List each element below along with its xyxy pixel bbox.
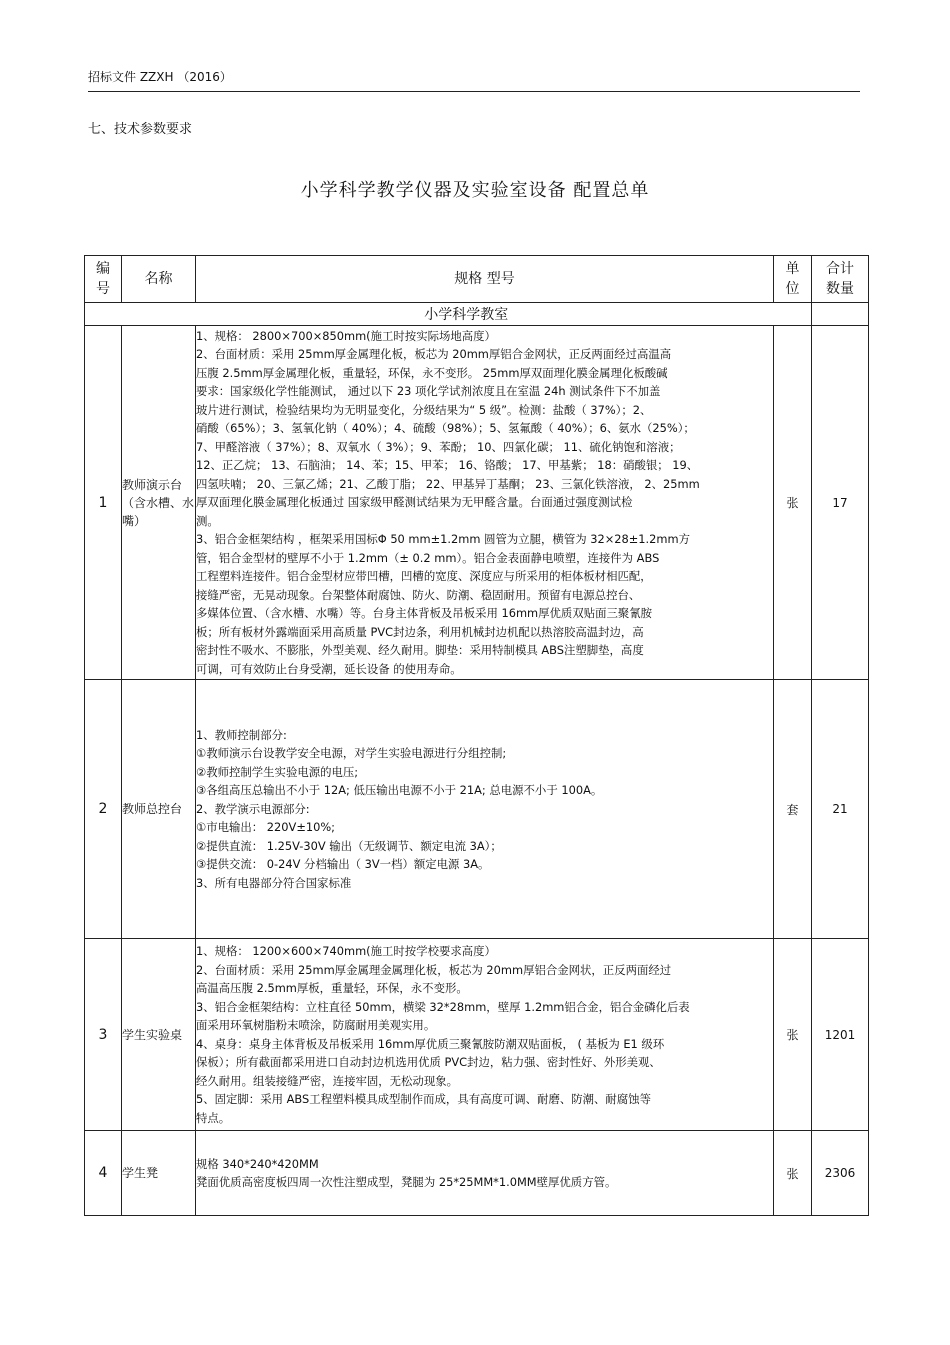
spec-line: 测。 [196,513,219,528]
spec-line: ③提供交流： 0-24V 分档输出（ 3V一档）额定电源 3A。 [196,857,490,872]
spec-line: ②提供直流： 1.25V-30V 输出（无级调节、额定电流 3A）； [196,838,502,853]
spec-line: 高温高压腹 2.5mm厚板，重量轻，环保，永不变形。 [196,981,468,995]
item-quantity: 2306 [812,1131,869,1216]
spec-line: ①市电输出： 220V±10%; [196,820,336,835]
item-unit: 张 [774,939,812,1131]
spec-line: 管，铝合金型材的壁厚不小于 1.2mm（± 0.2 mm）。铝合金表面静电喷塑，连接件为 ABS [196,550,660,565]
row-number: 1 [85,326,122,680]
equipment-spec-table [84,255,869,1216]
spec-line: 工程塑料连接件。铝合金型材应带凹槽，凹槽的宽度、深度应与所采用的柜体板材相匹配， [196,569,652,584]
spec-line: 3、铝合金框架结构：立柱直径 50mm，横梁 32*28mm，壁厚 1.2mm铝合金，铝合金磷化后表 [196,999,690,1014]
spec-line: 面采用环氧树脂粉末喷涂，防腐耐用美观实用。 [196,1018,436,1032]
spec-line: 多媒体位置、（含水槽、水嘴）等。台身主体背板及吊板采用 16mm厚优质双贴面三聚氰胺 [196,606,653,621]
spec-line: 接缝严密，无晃动现象。台架整体耐腐蚀、防火、防潮、稳固耐用。预留有电源总控台、 [196,587,641,602]
spec-line: 密封性不吸水、不膨胀，外型美观、经久耐用。脚垫：采用特制模具 ABS注塑脚垫，高度 [196,643,644,658]
spec-line: 凳面优质高密度板四周一次性注塑成型，凳腿为 25*25MM*1.0MM壁厚优质方管。 [196,1175,617,1189]
item-unit: 张 [774,1131,812,1216]
item-unit: 张 [774,326,812,680]
table-row [85,939,869,1131]
item-spec [196,939,774,1131]
group-row [85,303,869,326]
column-header-no: 编 号 [85,256,122,303]
spec-line: 压腹 2.5mm厚金属理化板，重量轻，环保，永不变形。 25mm厚双面理化膜金属理化板酸碱 [196,365,668,380]
spec-line: 3、所有电器部分符合国家标准 [196,875,352,890]
spec-line: 2、台面材质：采用 25mm厚金属理化板，板芯为 20mm厚铝合金网状，正反两面经过高温高 [196,347,672,362]
spec-line: 要求：国家级化学性能测试， 通过以下 23 项化学试剂浓度且在室温 24h 测试条件下不加盖 [196,384,661,399]
item-quantity: 21 [812,680,869,939]
spec-line: 1、规格： 2800×700×850mm(施工时按实际场地高度） [196,328,496,343]
spec-line: 四氢呋喃； 20、三氯乙烯；21、乙酸丁脂； 22、甲基异丁基酮； 23、三氯化铁溶液， 2、25mm [196,476,700,491]
table-row [85,680,869,939]
spec-line: 12、正乙烷； 13、石脑油； 14、苯；15、甲苯； 16、铬酸； 17、甲基紫； 18：硝酸银； 19、 [196,458,699,473]
spec-line: 硝酸（65%）；3、氢氧化钠（ 40%）；4、硫酸（98%）；5、氢氟酸（ 40%）；6、氨水（25%）； [196,421,695,436]
item-spec [196,326,774,680]
spec-line: 2、台面材质：采用 25mm厚金属理金属理化板，板芯为 20mm厚铝合金网状，正反两面经过 [196,962,672,977]
spec-line: 保板）；所有截面都采用进口自动封边机选用优质 PVC封边，粘力强、密封性好、外形美观、 [196,1055,661,1069]
spec-line: ③各组高压总输出不小于 12A; 低压输出电源不小于 21A; 总电源不小于 100A。 [196,783,603,798]
row-number: 4 [85,1131,122,1216]
item-name: 教师总控台 [122,680,196,939]
item-name: 学生凳 [122,1131,196,1216]
spec-line: ①教师演示台设教学安全电源，对学生实验电源进行分组控制; [196,746,507,761]
section-title: 七、技术参数要求 [88,122,193,137]
item-name: 教师演示台（含水槽、水嘴） [122,326,196,680]
item-spec [196,680,774,939]
item-spec [196,1131,774,1216]
row-number: 3 [85,939,122,1131]
spec-line: 5、固定脚：采用 ABS工程塑料模具成型制作而成，具有高度可调、耐磨、防潮、耐腐蚀等 [196,1092,651,1106]
spec-line: 厚双面理化膜金属理化板通过 国家级甲醛测试结果为无甲醛含量。台面通过强度测试检 [196,495,633,510]
item-quantity: 1201 [812,939,869,1131]
spec-line: 规格 340*240*420MM [196,1156,319,1171]
page-title: 小学科学教学仪器及实验室设备 配置总单 [300,180,650,201]
spec-line: 3、铝合金框架结构 ，框架采用国标Φ 50 mm±1.2mm 圆管为立腿，横管为 32×28±1.2mm方 [196,532,691,547]
item-unit: 套 [774,680,812,939]
column-header-unit: 单 位 [774,256,812,303]
item-name: 学生实验桌 [122,939,196,1131]
row-number: 2 [85,680,122,939]
group-label: 小学科学教室 [122,303,812,326]
table-header-row [85,256,869,303]
spec-line: 2、教学演示电源部分: [196,801,310,816]
spec-line: 可调，可有效防止台身受潮，延长设备 的使用寿命。 [196,661,462,676]
spec-line: 经久耐用。组装接缝严密，连接牢固，无松动现象。 [196,1073,458,1088]
table-row [85,326,869,680]
item-quantity: 17 [812,326,869,680]
spec-line: 4、桌身：桌身主体背板及吊板采用 16mm厚优质三聚氰胺防潮双贴面板， ( 基板为 E1 级环 [196,1036,665,1051]
spec-line: 玻片进行测试，检验结果均为无明显变化，分级结果为“ 5 级”。检测：盐酸（ 37%）；2、 [196,402,652,417]
column-header-qty: 合计 数量 [812,256,869,303]
spec-line: 7、甲醛溶液（ 37%）；8、双氧水（ 3%）；9、苯酚； 10、四氯化碳； 11、硫化钠饱和溶液； [196,439,681,454]
spec-line: 1、规格： 1200×600×740mm(施工时按学校要求高度） [196,944,496,958]
spec-line: 特点。 [196,1110,231,1125]
spec-line: 板；所有板材外露端面采用高质量 PVC封边条，利用机械封边机配以热溶胶高温封边，高 [196,624,644,639]
document-header: 招标文件 ZZXH （2016） [88,68,860,92]
column-header-name: 名称 [122,256,196,303]
table-row [85,1131,869,1216]
spec-line: 1、教师控制部分: [196,727,287,742]
spec-line: ②教师控制学生实验电源的电压; [196,764,359,779]
column-header-spec: 规格 型号 [196,256,774,303]
